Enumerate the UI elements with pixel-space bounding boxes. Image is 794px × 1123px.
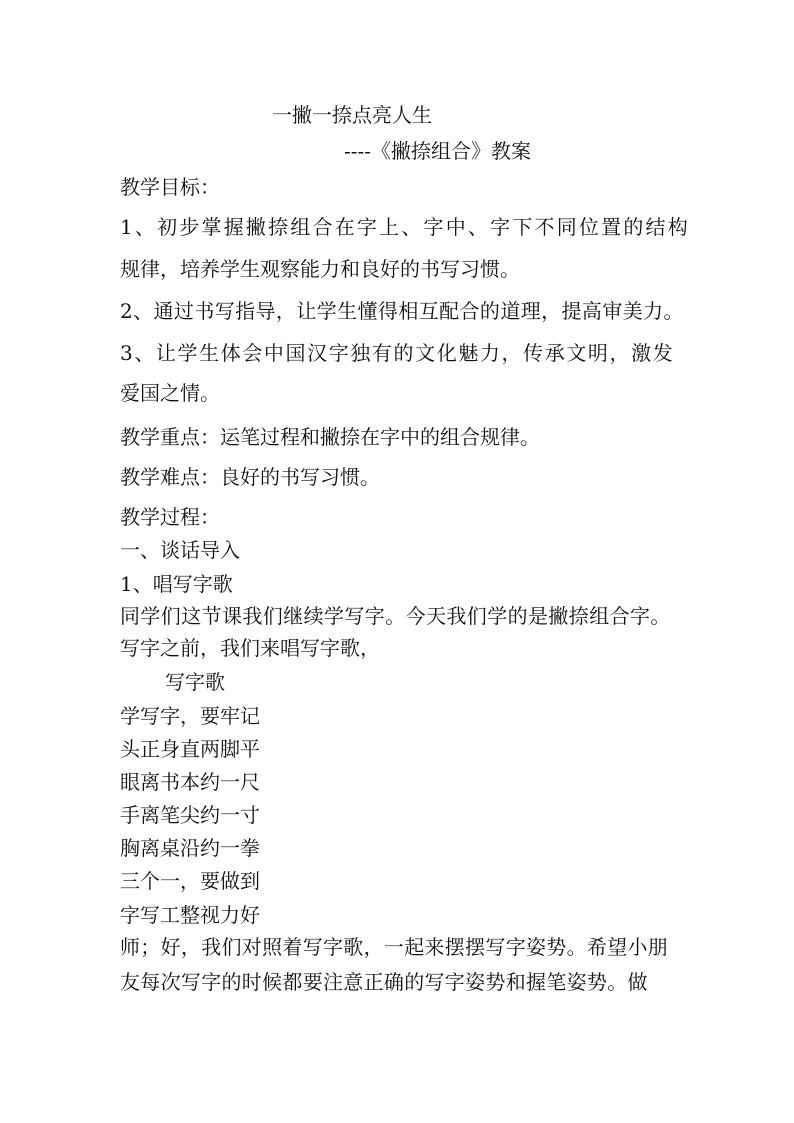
intro-line-2: 写字之前，我们来唱写字歌， bbox=[120, 636, 380, 660]
document-subtitle: ----《撇捺组合》教案 bbox=[344, 139, 532, 163]
song-line: 手离笔尖约一寸 bbox=[120, 803, 260, 827]
song-line: 字写工整视力好 bbox=[120, 903, 260, 927]
objective-1-line-1: 1、初步掌握撇捺组合在字上、字中、字下不同位置的结构 bbox=[120, 215, 690, 239]
objective-1-line-2: 规律，培养学生观察能力和良好的书写习惯。 bbox=[120, 257, 520, 281]
song-line: 头正身直两脚平 bbox=[120, 737, 260, 761]
song-title: 写字歌 bbox=[165, 670, 225, 694]
song-line: 胸离桌沿约一拳 bbox=[120, 836, 260, 860]
objective-3-line-1: 3、让学生体会中国汉字独有的文化魅力，传承文明，激发 bbox=[120, 341, 675, 365]
intro-line-1: 同学们这节课我们继续学写字。今天我们学的是撇捺组合字。 bbox=[120, 604, 671, 628]
key-point: 教学重点：运笔过程和撇捺在字中的组合规律。 bbox=[120, 425, 540, 449]
song-line: 学写字，要牢记 bbox=[120, 704, 260, 728]
objectives-heading: 教学目标： bbox=[120, 175, 220, 199]
song-line: 三个一，要做到 bbox=[120, 869, 260, 893]
teacher-line-2: 友每次写字的时候都要注意正确的写字姿势和握笔姿势。做 bbox=[120, 970, 648, 994]
song-line: 眼离书本约一尺 bbox=[120, 770, 260, 794]
step-1-heading: 1、唱写字歌 bbox=[120, 572, 233, 596]
document-title: 一撇一捺点亮人生 bbox=[272, 103, 432, 127]
process-heading: 教学过程： bbox=[120, 505, 220, 529]
objective-3-line-2: 爱国之情。 bbox=[120, 381, 220, 405]
objective-2: 2、通过书写指导，让学生懂得相互配合的道理，提高审美力。 bbox=[120, 299, 684, 323]
difficulty: 教学难点：良好的书写习惯。 bbox=[120, 465, 380, 489]
teacher-line-1: 师；好，我们对照着写字歌，一起来摆摆写字姿势。希望小朋 bbox=[120, 935, 669, 959]
section-1-heading: 一、谈话导入 bbox=[120, 538, 240, 562]
